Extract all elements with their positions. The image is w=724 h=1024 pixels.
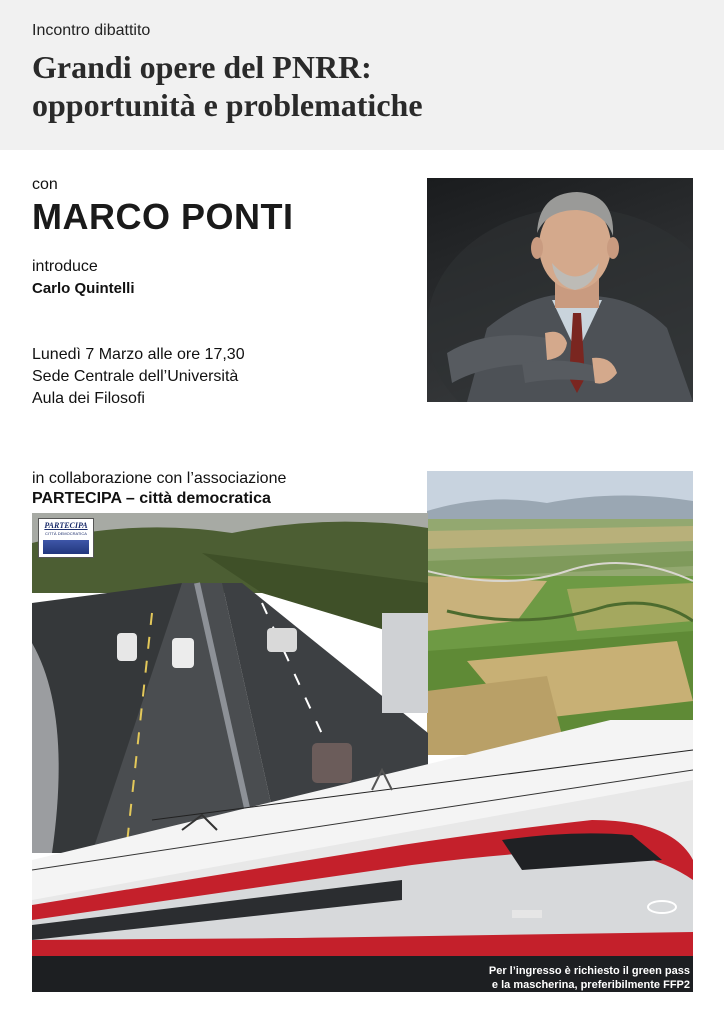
event-date-time: Lunedì 7 Marzo alle ore 17,30	[32, 346, 245, 363]
note-line-2: e la mascherina, preferibilmente FFP2	[491, 979, 690, 991]
logo-subtitle: CITTÀ DEMOCRATICA	[45, 531, 87, 536]
partecipa-logo	[38, 518, 94, 558]
title-line-2: opportunità e problematiche	[32, 87, 423, 123]
speaker-with-label: con	[32, 176, 58, 193]
intro-label: introduce	[32, 258, 98, 275]
speaker-name: MARCO PONTI	[32, 196, 294, 237]
event-details	[32, 344, 245, 410]
header-band	[0, 0, 724, 150]
intro-name: Carlo Quintelli	[32, 280, 135, 297]
train-photo	[32, 720, 693, 992]
event-title	[32, 48, 692, 124]
logo-image	[43, 540, 89, 554]
note-line-1: Per l’ingresso è richiesto il green pass	[488, 965, 690, 977]
speaker-photo	[427, 178, 693, 402]
title-line-1: Grandi opere del PNRR:	[32, 49, 372, 85]
collaboration-text: in collaborazione con l’associazione	[32, 470, 287, 487]
entry-requirements-note	[489, 964, 690, 992]
event-kicker: Incontro dibattito	[32, 22, 151, 39]
countryside-photo	[427, 471, 693, 755]
logo-name: PARTECIPA	[44, 521, 88, 530]
event-room: Aula dei Filosofi	[32, 390, 145, 407]
event-venue: Sede Centrale dell’Università	[32, 368, 239, 385]
association-name: PARTECIPA – città democratica	[32, 490, 271, 507]
